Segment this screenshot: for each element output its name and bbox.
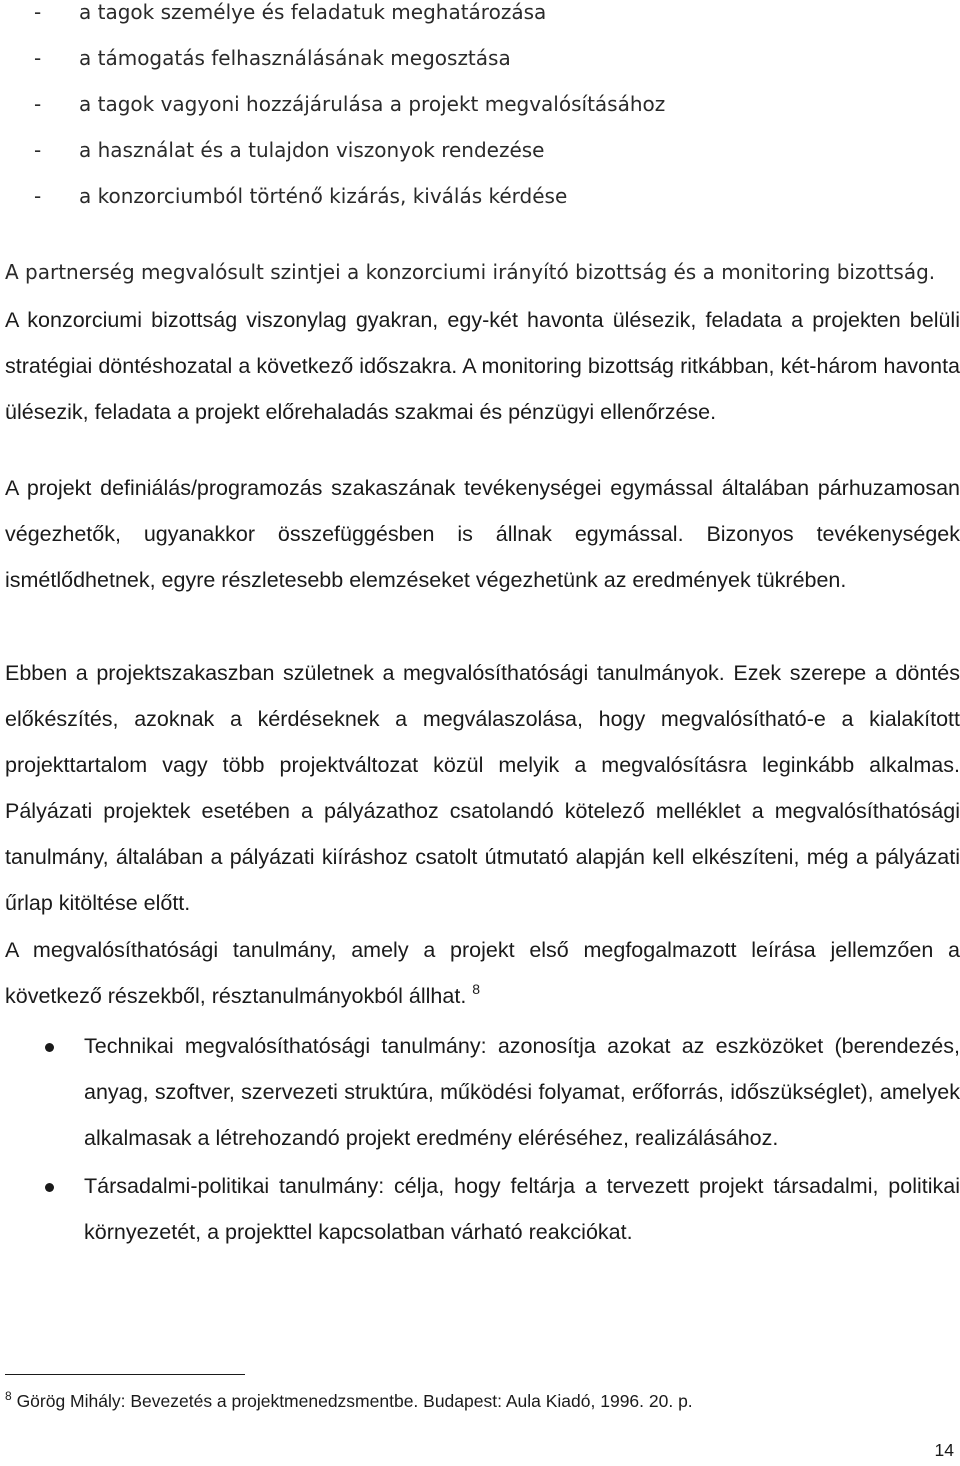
footnote (5, 1388, 693, 1414)
paragraph-partnership: A partnerség megvalósult szintjei a konzorciumi irányító bizottság és a monitoring bizottság. (5, 260, 936, 284)
paragraph-definition: A projekt definiálás/programozás szakaszának tevékenységei egymással általában párhuzamosan végezhetők, ugyanakkor összefüggésben is állnak egymással. Bizonyos tevékenységek ismétlődhetnek, egyre részletesebb elemzéseket végezhetünk az eredmények tükrében. (5, 476, 960, 592)
bullet-text: Technikai megvalósíthatósági tanulmány: azonosítja azokat az eszközöket (berendezés, anyag, szoftver, szervezeti struktúra, működési folyamat, erőforrás, időszükséglet), amelyek alkalmasak a létrehozandó projekt eredmény eléréséhez, realizálásához. (84, 1034, 960, 1150)
page-number: 14 (934, 1440, 954, 1460)
bullet-item-technical (0, 1023, 960, 1161)
bullet-text: Társadalmi-politikai tanulmány: célja, hogy feltárja a tervezett projekt társadalmi, politikai környezetét, a projekttel kapcsolatban várható reakciókat. (84, 1174, 960, 1244)
dash-marker: - (34, 138, 42, 162)
dash-marker: - (34, 46, 42, 70)
paragraph-parts-intro (5, 927, 960, 1019)
footnote-text: Görög Mihály: Bevezetés a projektmenedzsmentbe. Budapest: Aula Kiadó, 1996. 20. p. (16, 1391, 693, 1411)
bullet-dot-icon (45, 1043, 54, 1052)
dash-marker: - (34, 0, 42, 24)
list-item-text: a használat és a tulajdon viszonyok rendezése (79, 138, 545, 162)
paragraph-feasibility: Ebben a projektszakaszban születnek a megvalósíthatósági tanulmányok. Ezek szerepe a döntés előkészítés, azoknak a kérdéseknek a megválaszolása, hogy megvalósítható-e a kialakított projekttartalom vagy több projektváltozat közül melyik a megvalósításra leginkább alkalmas. Pályázati projektek esetében a pályázathoz csatolandó kötelező melléklet a megvalósíthatósági tanulmány, általában a pályázati kiíráshoz csatolt útmutató alapján kell elkészíteni, még a pályázati űrlap kitöltése előtt. (5, 661, 960, 915)
paragraph-committees: A konzorciumi bizottság viszonylag gyakran, egy-két havonta ülésezik, feladata a projekten belüli stratégiai döntéshozatal a következő időszakra. A monitoring bizottság ritkábban, két-három havonta ülésezik, feladata a projekt előrehaladás szakmai és pénzügyi ellenőrzése. (5, 308, 960, 424)
list-item-text: a tagok személye és feladatuk meghatározása (79, 0, 547, 24)
list-item-text: a tagok vagyoni hozzájárulása a projekt megvalósításához (79, 92, 666, 116)
list-item-text: a konzorciumból történő kizárás, kiválás kérdése (79, 184, 568, 208)
bullet-item-social (0, 1163, 960, 1255)
dash-marker: - (34, 184, 42, 208)
footnote-number: 8 (5, 1389, 12, 1403)
list-item (0, 184, 900, 230)
footnote-reference[interactable]: 8 (472, 981, 481, 997)
bullet-dot-icon (45, 1183, 54, 1192)
list-item-text: a támogatás felhasználásának megosztása (79, 46, 511, 70)
list-item (0, 46, 900, 92)
bullet-list (0, 1023, 960, 1255)
list-item (0, 138, 900, 184)
list-item (0, 92, 900, 138)
list-item (0, 0, 900, 46)
dash-list (0, 0, 900, 230)
footnote-separator (5, 1374, 245, 1375)
paragraph-parts-intro-text: A megvalósíthatósági tanulmány, amely a projekt első megfogalmazott leírása jellemzően a következő részekből, résztanulmányokból állhat. (5, 938, 960, 1008)
dash-marker: - (34, 92, 42, 116)
